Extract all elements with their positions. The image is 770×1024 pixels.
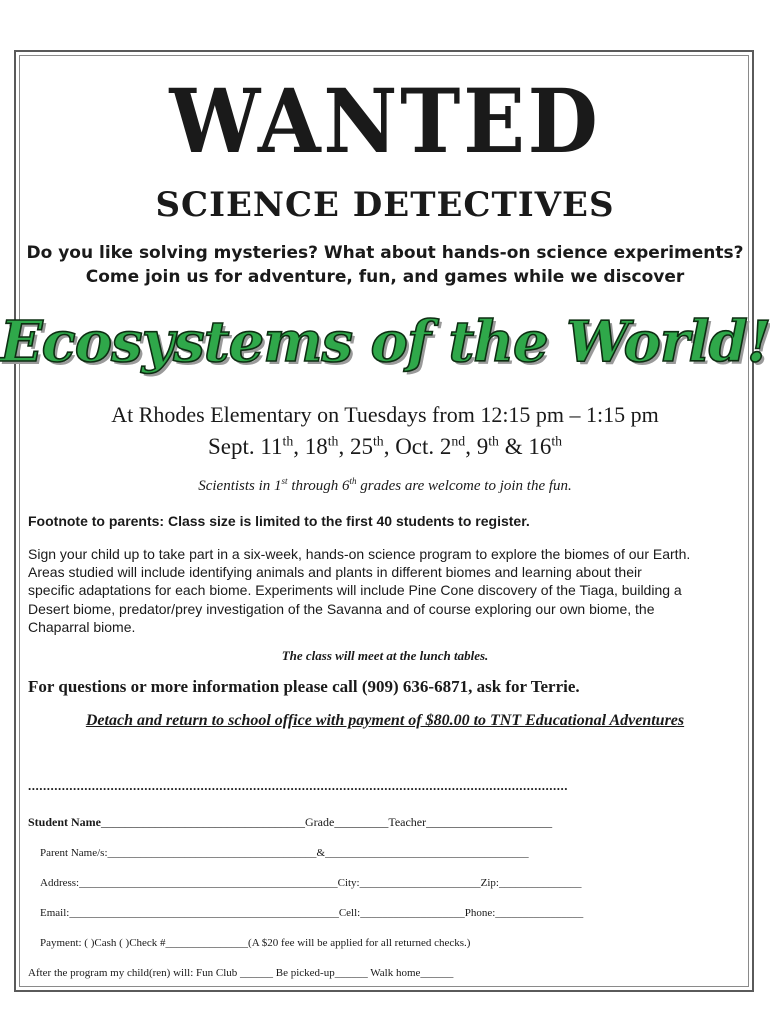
intro-line-2: Come join us for adventure, fun, and games while we discover [85, 267, 685, 287]
detach-instructions: Detach and return to school office with payment of $80.00 to TNT Educational Adventures [85, 712, 685, 729]
date-6: 16th [528, 433, 563, 459]
description-line: Sign your child up to take part in a six-week, hands-on science program to explore the biomes of our Earth. [28, 546, 691, 562]
date-5: 9th & [476, 433, 529, 459]
date-2: 18th, [304, 433, 350, 459]
headline: Ecosystems of the World! [0, 309, 770, 375]
program-description [28, 545, 748, 636]
meeting-note: The class will meet at the lunch tables. [281, 648, 489, 663]
parent-name-field[interactable]: Parent Name/s:______________________________________&_____________________________________ [40, 847, 529, 859]
student-name-label: Student Name [28, 815, 102, 829]
schedule-dates [0, 434, 770, 460]
description-line: Areas studied will include identifying animals and plants in different biomes and learning about their [28, 564, 642, 581]
contact-info: For questions or more information please call (909) 636-6871, ask for Terrie. [28, 677, 580, 696]
after-program-field[interactable]: After the program my child(ren) will: Fun Club ______ Be picked-up______ Walk home______ [28, 967, 454, 979]
email-field[interactable]: Email:_________________________________________________Cell:___________________Phone:________________ [40, 907, 584, 919]
parent-footnote: Footnote to parents: Class size is limited to the first 40 students to register. [28, 513, 530, 529]
payment-field[interactable]: Payment: ( )Cash ( )Check #_______________(A $20 fee will be applied for all returned checks.) [40, 937, 471, 949]
grades-note: Scientists in 1st through 6th grades are welcome to join the fun. [198, 476, 572, 494]
date-3: 25th, [349, 433, 396, 459]
date-1: Sept. 11th, [207, 433, 305, 459]
address-field[interactable]: Address:_______________________________________________City:______________________Zip:_______________ [40, 877, 582, 889]
intro-line-1: Do you like solving mysteries? What about hands-on science experiments? [26, 243, 744, 263]
description-line: Chaparral biome. [28, 618, 136, 635]
flyer-title: WANTED [169, 69, 601, 173]
cut-line: ................................................................................................................................................ [28, 778, 568, 793]
flyer-subtitle: SCIENCE DETECTIVES [155, 185, 615, 225]
schedule-location: At Rhodes Elementary on Tuesdays from 12:15 pm – 1:15 pm [111, 402, 659, 427]
student-name-field[interactable]: Student Name__________________________________Grade_________Teacher_____________________ [28, 815, 553, 829]
description-line: specific adaptations for each biome. Experiments will include Pine Cone discovery of the Tiaga, building a [28, 582, 682, 599]
description-line: Desert biome, predator/prey investigation of the Savanna and of course exploring our own biome, the [28, 600, 655, 617]
date-4: Oct. 2nd, [395, 433, 477, 459]
